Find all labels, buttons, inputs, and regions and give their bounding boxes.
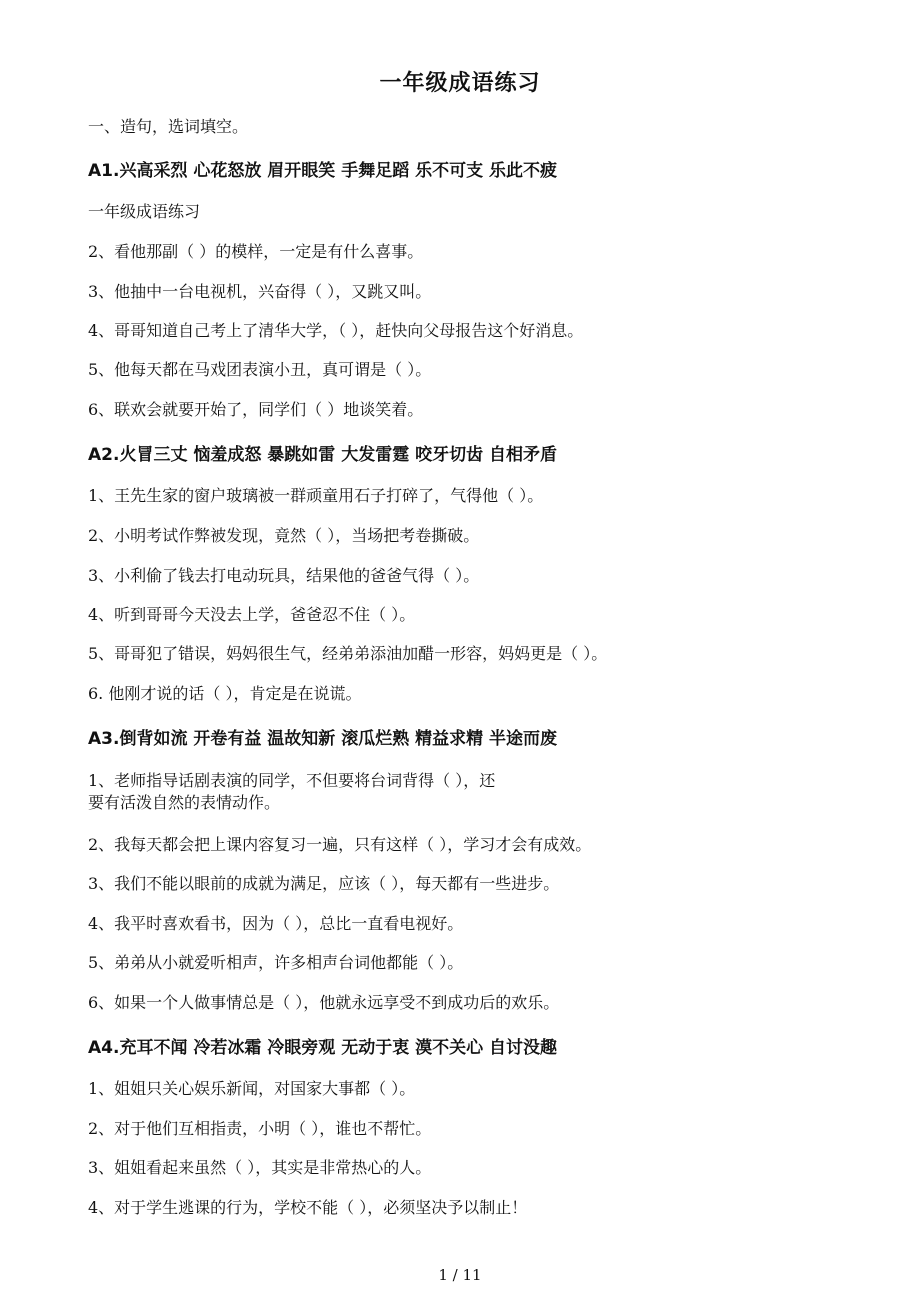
question-line: 3、姐姐看起来虽然（ ），其实是非常热心的人。 <box>88 1158 432 1177</box>
section-heading-a3: A3.倒背如流 开卷有益 温故知新 滚瓜烂熟 精益求精 半途而废 <box>88 729 558 749</box>
question-line: 1、姐姐只关心娱乐新闻，对国家大事都（ ）。 <box>88 1079 416 1098</box>
question-line: 1、王先生家的窗户玻璃被一群顽童用石子打碎了，气得他（ ）。 <box>88 486 544 505</box>
question-line: 6、联欢会就要开始了，同学们（ ）地谈笑着。 <box>88 400 424 419</box>
section-heading-a4: A4.充耳不闻 冷若冰霜 冷眼旁观 无动于衷 漠不关心 自讨没趣 <box>88 1038 558 1058</box>
intro-instruction: 一、造句，选词填空。 <box>88 117 249 136</box>
question-line: 1、老师指导话剧表演的同学，不但要将台词背得（ ），还要有活泼自然的表情动作。 <box>88 771 496 812</box>
question-line: 2、我每天都会把上课内容复习一遍，只有这样（ ），学习才会有成效。 <box>88 835 592 854</box>
question-line: 4、我平时喜欢看书，因为（ ），总比一直看电视好。 <box>88 914 464 933</box>
question-line: 6. 他刚才说的话（ ），肯定是在说谎。 <box>88 684 362 703</box>
question-line: 4、听到哥哥今天没去上学，爸爸忍不住（ ）。 <box>88 605 416 624</box>
question-line: 3、他抽中一台电视机，兴奋得（ ），又跳又叫。 <box>88 282 432 301</box>
question-line: 5、他每天都在马戏团表演小丑，真可谓是（ ）。 <box>88 360 432 379</box>
question-line: 6、如果一个人做事情总是（ ），他就永远享受不到成功后的欢乐。 <box>88 993 560 1012</box>
question-line: 5、哥哥犯了错误，妈妈很生气，经弟弟添油加醋一形容，妈妈更是（ ）。 <box>88 644 608 663</box>
section-heading-a2: A2.火冒三丈 恼羞成怒 暴跳如雷 大发雷霆 咬牙切齿 自相矛盾 <box>88 445 558 465</box>
page-number: 1 / 11 <box>438 1266 482 1284</box>
question-line: 2、看他那副（ ）的模样，一定是有什么喜事。 <box>88 242 424 261</box>
question-line: 2、小明考试作弊被发现，竟然（ ），当场把考卷撕破。 <box>88 526 480 545</box>
question-line: 4、对于学生逃课的行为，学校不能（ ），必须坚决予以制止！ <box>88 1198 528 1217</box>
page-title: 一年级成语练习 <box>379 70 541 96</box>
section-heading-a1: A1.兴高采烈 心花怒放 眉开眼笑 手舞足蹈 乐不可支 乐此不疲 <box>88 161 558 181</box>
question-line: 3、小利偷了钱去打电动玩具，结果他的爸爸气得（ ）。 <box>88 566 480 585</box>
question-line: 4、哥哥知道自己考上了清华大学，（ ），赶快向父母报告这个好消息。 <box>88 321 584 340</box>
question-line: 5、弟弟从小就爱听相声，许多相声台词他都能（ ）。 <box>88 953 464 972</box>
question-line: 一年级成语练习 <box>88 202 201 221</box>
question-line: 2、对于他们互相指责，小明（ ），谁也不帮忙。 <box>88 1119 432 1138</box>
question-line: 3、我们不能以眼前的成就为满足，应该（ ），每天都有一些进步。 <box>88 874 560 893</box>
